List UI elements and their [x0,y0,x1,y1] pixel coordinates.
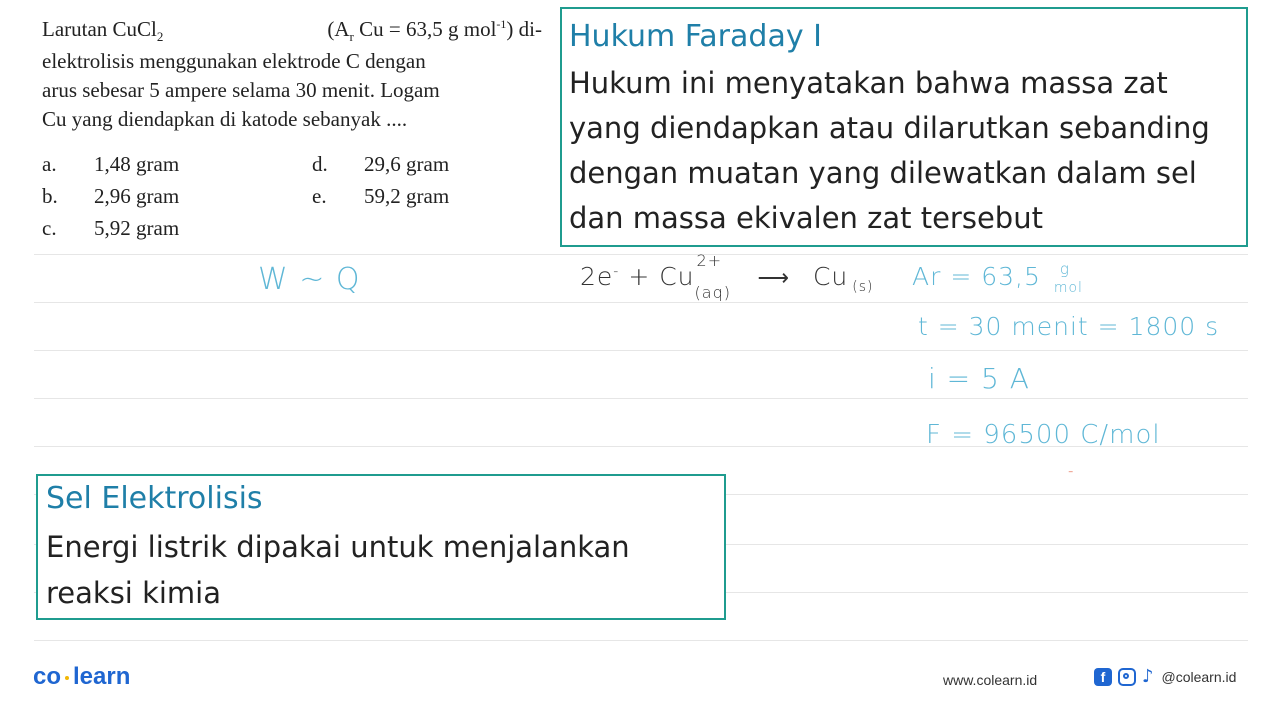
electrolysis-cell-title: Sel Elektrolisis [46,481,263,516]
ruled-line [34,254,1248,255]
question-line-4: Cu yang diendapkan di katode sebanyak .... [42,107,408,131]
option-e: e. 59,2 gram [312,184,450,208]
question-line-3: arus sebesar 5 ampere selama 30 menit. Logam [42,78,440,102]
option-d: d. 29,6 gram [312,152,450,176]
handwritten-current: i = 5 A [928,362,1030,395]
instagram-icon[interactable] [1118,668,1136,686]
handwritten-w-proportional-q: W ~ Q [258,262,361,297]
colearn-logo[interactable]: co learn [33,663,131,690]
electrolysis-cell-body: Energi listrik dipakai untuk menjalankan reaksi kimia [46,530,630,610]
electrolysis-cell-box [36,474,726,620]
question-text [42,15,542,134]
social-handle: @colearn.id [1161,669,1237,685]
ruled-line [34,350,1248,351]
option-c: c. 5,92 gram [42,216,180,240]
option-a: a. 1,48 gram [42,152,180,176]
faraday-law-body: Hukum ini menyatakan bahwa massa zat yang diendapkan atau dilarutkan sebanding dengan muatan yang dilewatkan dalam sel dan massa ekivalen zat tersebut [569,66,1210,235]
question-line-2: elektrolisis menggunakan elektrode C dengan [42,49,426,73]
website-link[interactable]: www.colearn.id [943,672,1038,688]
option-b: b. 2,96 gram [42,184,180,208]
social-links [1094,668,1236,686]
faraday-law-box [560,7,1248,247]
facebook-icon[interactable]: f [1094,668,1112,686]
tiktok-icon[interactable]: ♪ [1142,666,1154,687]
ruled-line [34,398,1248,399]
handwritten-time: t = 30 menit = 1800 s [918,312,1220,341]
handwritten-ar: Ar = 63,5 g mol [912,260,1083,296]
handwritten-faraday-constant: F = 96500 C/mol [926,420,1161,450]
ruled-line [34,640,1248,641]
handwritten-reaction: 2e- + Cu 2+ (aq) ⟶ Cu $_{(s)}$ [580,251,874,302]
faraday-law-title: Hukum Faraday I [569,19,822,54]
handwritten-dash: - [1068,462,1075,480]
ruled-line [34,302,1248,303]
question-line-1: Larutan CuCl$_2$ ($A_r$ Cu = 63,5 g mol$^{-1}$) di- [42,17,542,44]
